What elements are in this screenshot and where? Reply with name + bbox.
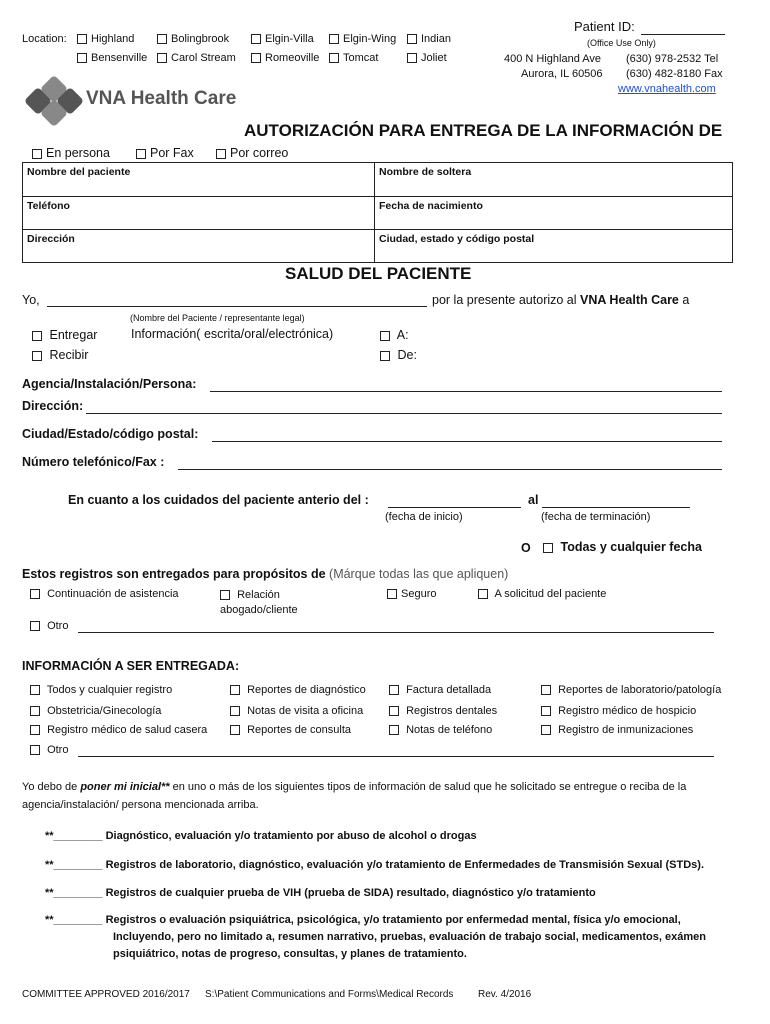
purpose-other-field[interactable] [78, 620, 714, 633]
info-other-field[interactable] [78, 744, 714, 757]
or-label: O [521, 541, 531, 555]
patient-id-field[interactable] [641, 20, 725, 35]
checkbox-icon[interactable] [329, 34, 339, 44]
city-label: Ciudad/Estado/código postal: [22, 427, 199, 441]
checkbox-all-records[interactable]: Todos y cualquier registro [30, 684, 172, 696]
date-range-label: En cuanto a los cuidados del paciente anterio del : [68, 493, 369, 507]
checkbox-icon[interactable] [230, 706, 240, 716]
address-line1: 400 N Highland Ave [504, 53, 602, 65]
info-heading: INFORMACIÓN A SER ENTREGADA: [22, 659, 240, 673]
checkbox-recibir[interactable]: Recibir [32, 348, 88, 362]
checkbox-purpose-other[interactable]: Otro [30, 620, 68, 632]
initials-intro: Yo debo de poner mi inicial** en uno o más de los siguientes tipos de información de salud que he solicitado se entregue o reciba de la agencia/instalación/ persona mencionada arriba. [22, 781, 687, 811]
patient-representative-field[interactable] [47, 292, 427, 307]
checkbox-icon[interactable] [157, 53, 167, 63]
phone-cell[interactable]: Teléfono [23, 197, 375, 230]
mental-health-detail-2: psiquiátrico, notas de progreso, consultas, y planes de tratamiento. [113, 948, 467, 960]
checkbox-icon[interactable] [543, 543, 553, 553]
checkbox-insurance[interactable]: Seguro [387, 588, 436, 600]
checkbox-icon[interactable] [220, 590, 230, 600]
checkbox-all-dates[interactable]: Todas y cualquier fecha [543, 540, 702, 554]
address-line2: Aurora, IL 60506 [521, 68, 603, 80]
footer-revision: Rev. 4/2016 [478, 989, 532, 1000]
address-field[interactable] [86, 400, 722, 414]
checkbox-icon[interactable] [77, 34, 87, 44]
phone-fax-field[interactable] [178, 456, 722, 470]
checkbox-icon[interactable] [389, 706, 399, 716]
checkbox-icon[interactable] [32, 351, 42, 361]
checkbox-home-health[interactable]: Registro médico de salud casera [30, 724, 207, 736]
checkbox-por-correo[interactable]: Por correo [216, 146, 288, 160]
patient-id-label: Patient ID: [574, 19, 635, 34]
start-date-field[interactable] [388, 494, 521, 508]
checkbox-diagnostic-reports[interactable]: Reportes de diagnóstico [230, 684, 366, 696]
tel-number: (630) 978-2532 Tel [626, 53, 719, 65]
patient-info-table [22, 162, 733, 263]
checkbox-icon[interactable] [541, 685, 551, 695]
checkbox-icon[interactable] [32, 149, 42, 159]
address-cell[interactable]: Dirección [23, 230, 375, 263]
checkbox-icon[interactable] [30, 706, 40, 716]
checkbox-por-fax[interactable]: Por Fax [136, 146, 194, 160]
checkbox-attorney-client[interactable]: Relación abogado/cliente [220, 589, 298, 616]
checkbox-immunization-records[interactable]: Registro de inmunizaciones [541, 724, 693, 736]
checkbox-icon[interactable] [380, 351, 390, 361]
checkbox-bensenville[interactable]: Bensenville [77, 52, 147, 64]
checkbox-icon[interactable] [216, 149, 226, 159]
checkbox-en-persona[interactable]: En persona [32, 146, 110, 160]
phone-fax-label: Número telefónico/Fax : [22, 455, 165, 469]
purposes-heading: Estos registros son entregados para propósitos de (Márque todas las que apliquen) [22, 567, 509, 581]
end-date-field[interactable] [542, 494, 690, 508]
checkbox-tomcat[interactable]: Tomcat [329, 52, 378, 64]
checkbox-patient-request[interactable]: A solicitud del paciente [478, 588, 606, 600]
agency-label: Agencia/Instalación/Persona: [22, 377, 197, 391]
checkbox-icon[interactable] [136, 149, 146, 159]
patient-name-cell[interactable]: Nombre del paciente [23, 163, 375, 197]
checkbox-icon[interactable] [77, 53, 87, 63]
checkbox-romeoville[interactable]: Romeoville [251, 52, 319, 64]
checkbox-joliet[interactable]: Joliet [407, 52, 447, 64]
checkbox-icon[interactable] [389, 725, 399, 735]
checkbox-icon[interactable] [32, 331, 42, 341]
checkbox-itemized-bill[interactable]: Factura detallada [389, 684, 491, 696]
checkbox-hospice-records[interactable]: Registro médico de hospicio [541, 705, 696, 717]
initial-row-mental-health[interactable]: **________ Registros o evaluación psiquiátrica, psicológica, y/o tratamiento por enfermedad mental, física y/o emocional, [45, 914, 681, 926]
initial-row-std[interactable]: **________ Registros de laboratorio, diagnóstico, evaluación y/o tratamiento de Enfermedades de Transmisión Sexual (STDs). [45, 859, 705, 871]
city-state-zip-cell[interactable]: Ciudad, estado y código postal [375, 230, 733, 263]
fax-number: (630) 482-8180 Fax [626, 68, 723, 80]
representative-caption: (Nombre del Paciente / representante legal) [130, 313, 305, 323]
end-date-caption: (fecha de terminación) [541, 511, 651, 523]
authorize-text: por la presente autorizo al VNA Health Care a [432, 293, 690, 307]
checkbox-icon[interactable] [329, 53, 339, 63]
page-subtitle: SALUD DEL PACIENTE [285, 264, 472, 283]
checkbox-icon[interactable] [230, 685, 240, 695]
checkbox-icon[interactable] [30, 745, 40, 755]
checkbox-icon[interactable] [251, 53, 261, 63]
date-al-label: al [528, 493, 539, 507]
checkbox-icon[interactable] [478, 589, 488, 599]
checkbox-icon[interactable] [30, 685, 40, 695]
checkbox-consult-reports[interactable]: Reportes de consulta [230, 724, 351, 736]
agency-field[interactable] [210, 378, 722, 392]
start-date-caption: (fecha de inicio) [385, 511, 463, 523]
checkbox-icon[interactable] [30, 589, 40, 599]
vna-logo-icon [24, 77, 84, 129]
initial-row-hiv[interactable]: **________ Registros de cualquier prueba de VIH (prueba de SIDA) resultado, diagnóstico y/o tratamiento [45, 887, 596, 899]
mental-health-detail-1: Incluyendo, pero no limitado a, resumen narrativo, pruebas, evaluación de trabajo social, medicamentos, exámen [113, 931, 706, 943]
checkbox-entregar[interactable]: Entregar [32, 328, 97, 342]
checkbox-dental-records[interactable]: Registros dentales [389, 705, 497, 717]
checkbox-icon[interactable] [157, 34, 167, 44]
checkbox-from[interactable]: De: [380, 348, 417, 362]
checkbox-indian[interactable]: Indian [407, 33, 451, 45]
checkbox-elgin-wing[interactable]: Elgin-Wing [329, 33, 396, 45]
initial-row-alcohol[interactable]: **________ Diagnóstico, evaluación y/o tratamiento por abuso de alcohol o drogas [45, 830, 477, 842]
city-field[interactable] [212, 428, 722, 442]
logo-text: VNA Health Care [86, 88, 237, 109]
checkbox-office-visit-notes[interactable]: Notas de visita a oficina [230, 705, 363, 717]
checkbox-icon[interactable] [407, 53, 417, 63]
checkbox-icon[interactable] [30, 621, 40, 631]
address-label: Dirección: [22, 399, 84, 413]
maiden-name-cell[interactable]: Nombre de soltera [375, 163, 733, 197]
checkbox-obgyn[interactable]: Obstetricia/Ginecología [30, 705, 161, 717]
footer-path: S:\Patient Communications and Forms\Medical Records [205, 989, 454, 1000]
checkbox-icon[interactable] [251, 34, 261, 44]
dob-cell[interactable]: Fecha de nacimiento [375, 197, 733, 230]
checkbox-phone-notes[interactable]: Notas de teléfono [389, 724, 492, 736]
checkbox-bolingbrook[interactable]: Bolingbrook [157, 33, 229, 45]
checkbox-icon[interactable] [407, 34, 417, 44]
location-label: Location: [22, 33, 67, 45]
checkbox-highland[interactable]: Highland [77, 33, 134, 45]
checkbox-to[interactable]: A: [380, 328, 409, 342]
checkbox-elgin-villa[interactable]: Elgin-Villa [251, 33, 314, 45]
checkbox-icon[interactable] [541, 725, 551, 735]
information-type-label: Información( escrita/oral/electrónica) [131, 327, 334, 341]
checkbox-icon[interactable] [380, 331, 390, 341]
checkbox-icon[interactable] [30, 725, 40, 735]
footer-committee: COMMITTEE APPROVED 2016/2017 [22, 989, 190, 1000]
checkbox-continuation[interactable]: Continuación de asistencia [30, 588, 179, 600]
checkbox-icon[interactable] [389, 685, 399, 695]
yo-label: Yo, [22, 293, 40, 307]
checkbox-lab-pathology[interactable]: Reportes de laboratorio/patología [541, 684, 721, 696]
checkbox-icon[interactable] [541, 706, 551, 716]
checkbox-carol-stream[interactable]: Carol Stream [157, 52, 236, 64]
website-link[interactable]: www.vnahealth.com [618, 83, 716, 95]
office-use-note: (Office Use Only) [587, 38, 656, 48]
checkbox-icon[interactable] [387, 589, 397, 599]
company-name: VNA Health Care [580, 293, 679, 307]
checkbox-info-other[interactable]: Otro [30, 744, 68, 756]
checkbox-icon[interactable] [230, 725, 240, 735]
page-title: AUTORIZACIÓN PARA ENTREGA DE LA INFORMACIÓN DE [244, 121, 723, 140]
